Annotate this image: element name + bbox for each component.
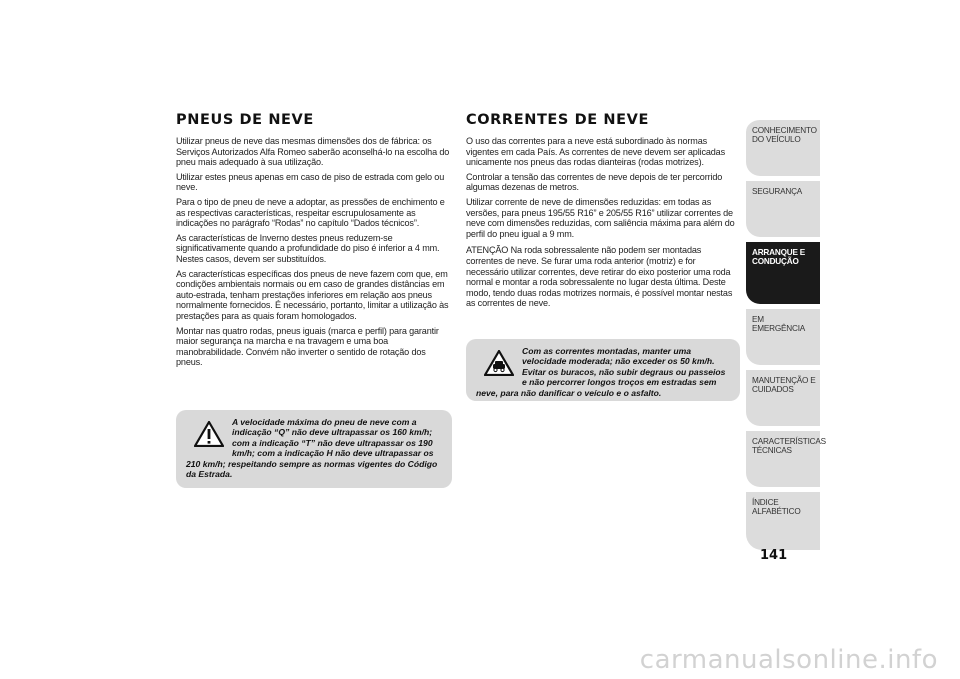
section-title-snow-tyres: PNEUS DE NEVE (176, 112, 314, 128)
page-number: 141 (760, 548, 788, 563)
tab-technical-specs[interactable]: CARACTERÍSTICAS TÉCNICAS (746, 429, 820, 487)
paragraph: Montar nas quatro rodas, pneus iguais (marca e perfil) para garantir maior segurança na marcha e na travagem e uma boa manobrabilidade. Convém não inverter o sentido de rotação dos pneus. (176, 325, 439, 368)
chapter-tabs (746, 118, 826, 553)
tab-maintenance[interactable]: MANUTENÇÃO E CUIDADOS (746, 368, 820, 426)
section-title-snow-chains: CORRENTES DE NEVE (466, 112, 649, 128)
paragraph: Para o tipo de pneu de neve a adoptar, as pressões de enchimento e as respectivas características, respeitar escrupulosamente as indicações no parágrafo “Rodas” no capítulo “Dados técnicos”. (176, 196, 445, 229)
left-column (176, 112, 452, 372)
warning-triangle-icon (194, 421, 224, 447)
tab-safety[interactable]: SEGURANÇA (746, 179, 820, 237)
warning-text: Com as correntes montadas, manter uma velocidade moderada; não exceder os 50 km/h. Evitar os buracos, não subir degraus ou passeios e não percorrer longos troços em estradas sem neve, para não danificar o veículo e o asfalto. (476, 346, 726, 398)
watermark (0, 640, 960, 679)
tab-vehicle-knowledge[interactable]: CONHECIMENTO DO VEÍCULO (746, 118, 820, 176)
car-on-road-warning-icon (484, 350, 514, 376)
tab-index[interactable]: ÍNDICE ALFABÉTICO (746, 490, 820, 550)
right-column (466, 112, 740, 313)
paragraph: ATENÇÃO Na roda sobressalente não podem ser montadas correntes de neve. Se furar uma roda anterior (motriz) e for necessário utilizar correntes, deve retirar do eixo posterior uma roda normal e montar a roda sobressalente no lugar desta última. Deste modo, tendo duas rodas motrizes normais, é possível montar nestas as correntes de neve. (466, 245, 733, 309)
paragraph: Controlar a tensão das correntes de neve depois de ter percorrido algumas dezenas de metros. (466, 171, 723, 193)
paragraph: Utilizar estes pneus apenas em caso de piso de estrada com gelo ou neve. (176, 171, 445, 193)
paragraph: O uso das correntes para a neve está subordinado às normas vigentes em cada País. As correntes de neve devem ser aplicadas unicamente nos pneus das rodas dianteiras (rodas motrizes). (466, 136, 725, 168)
tab-emergency[interactable]: EM EMERGÊNCIA (746, 307, 820, 365)
paragraph: As características de Inverno destes pneus reduzem-se significativamente quando a profundidade do piso é inferior a 4 mm. Nestes casos, devem ser substituídos. (176, 232, 440, 264)
warning-box-chains (466, 339, 740, 401)
paragraph: Utilizar corrente de neve de dimensões reduzidas: em todas as versões, para pneus 195/55 R16” e 205/55 R16” utilizar correntes de neve com dimensões reduzidas, com saliência máxima para além do perfil do pneu igual a 9 mm. (466, 196, 735, 239)
warning-text: A velocidade máxima do pneu de neve com a indicação “Q” não deve ultrapassar os 160 km/h; com a indicação “T” não deve ultrapassar os 190 km/h; com a indicação H não deve ultrapassar os 210 km/h; respeitando sempre as normas vigentes do Código da Estrada. (186, 417, 438, 480)
watermark-text: carmanualsonline.info (639, 644, 938, 675)
paragraph: Utilizar pneus de neve das mesmas dimensões dos de fábrica: os Serviços Autorizados Alfa Romeo saberão aconselhá-lo na escolha do pneu mais adequado à sua utilização. (176, 136, 450, 168)
paragraph: As características específicas dos pneus de neve fazem com que, em condições ambientais normais ou em caso de grandes distâncias em auto-estrada, tenham prestações inferiores em relação aos pneus normalmente fornecidos. É necessário, portanto, limitar a utilização às prestações para as quais foram homologados. (176, 268, 449, 321)
tab-starting-driving[interactable]: ARRANQUE E CONDUÇÃO (746, 240, 820, 304)
warning-box-speed (176, 410, 452, 488)
